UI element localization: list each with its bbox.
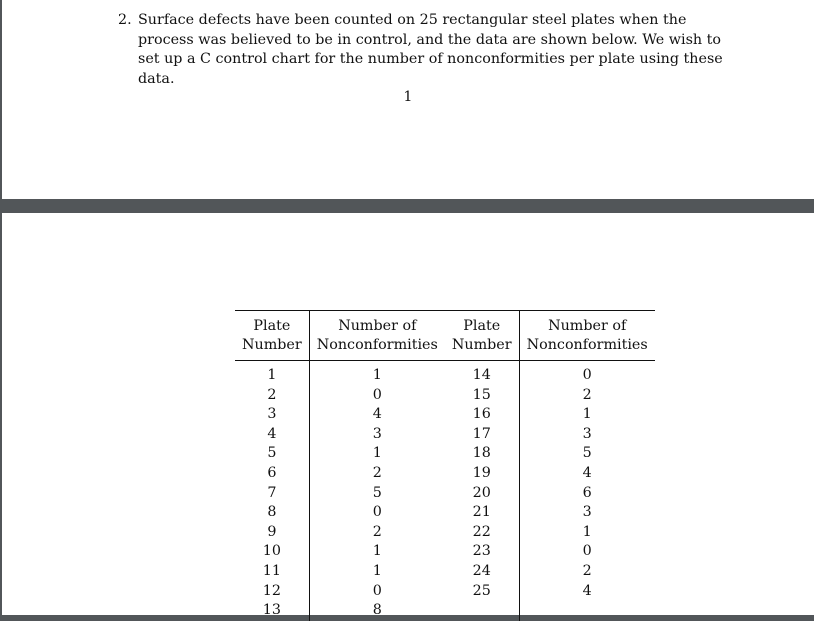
cell-plate-number: 16 xyxy=(445,405,519,425)
cell-plate-number: 21 xyxy=(445,503,519,523)
problem-number: 2. xyxy=(118,12,132,28)
cell-nonconformities: 1 xyxy=(582,406,592,423)
cell-plate-number: 11 xyxy=(235,562,309,582)
cell-plate-number: 22 xyxy=(445,523,519,543)
cell-nonconformities: 4 xyxy=(582,464,592,481)
table-row xyxy=(235,425,655,445)
cell-plate-number: 4 xyxy=(235,425,309,445)
cell-plate-number: 20 xyxy=(445,484,519,504)
cell-nonconformities: 6 xyxy=(582,484,592,501)
table-row xyxy=(235,484,655,504)
cell-nonconformities: 5 xyxy=(582,445,592,462)
table-row xyxy=(235,361,655,386)
defects-table xyxy=(235,310,655,621)
header-plate: Plate xyxy=(445,311,519,337)
cell-plate-number: 18 xyxy=(445,444,519,464)
cell-nonconformities: 3 xyxy=(582,504,592,521)
cell-nonconformities: 0 xyxy=(582,543,592,560)
cell-plate-number: 8 xyxy=(235,503,309,523)
cell-plate-number: 1 xyxy=(235,361,309,386)
cell-nonconformities: 4 xyxy=(372,406,382,423)
cell-plate-number: 9 xyxy=(235,523,309,543)
cell-plate-number: 10 xyxy=(235,542,309,562)
pdf-page-1 xyxy=(2,0,814,199)
table-header-row xyxy=(235,311,655,337)
cell-nonconformities: 2 xyxy=(582,562,592,579)
cell-plate-number: 7 xyxy=(235,484,309,504)
cell-plate-number: 13 xyxy=(235,601,309,621)
cell-plate-number: 14 xyxy=(445,361,519,386)
cell-plate-number: 24 xyxy=(445,562,519,582)
table-row xyxy=(235,386,655,406)
cell-plate-number xyxy=(445,601,519,621)
header-plate: Plate xyxy=(235,311,309,337)
cell-plate-number: 2 xyxy=(235,386,309,406)
table-row xyxy=(235,523,655,543)
cell-plate-number: 12 xyxy=(235,582,309,602)
problem-statement xyxy=(118,11,738,89)
cell-plate-number: 6 xyxy=(235,464,309,484)
header-nonconformities: Nonconformities xyxy=(309,336,445,361)
cell-nonconformities: 3 xyxy=(372,425,382,442)
cell-plate-number: 5 xyxy=(235,444,309,464)
cell-plate-number: 3 xyxy=(235,405,309,425)
cell-nonconformities: 8 xyxy=(372,602,382,619)
table-body xyxy=(235,361,655,621)
cell-nonconformities: 0 xyxy=(372,504,382,521)
header-nonconformities: Nonconformities xyxy=(519,336,655,361)
cell-nonconformities: 0 xyxy=(372,386,382,403)
header-nonconformities: Number of xyxy=(519,311,655,337)
page-number: 1 xyxy=(403,89,413,105)
problem-text: Surface defects have been counted on 25 rectangular steel plates when the process was believed to be in control, and the data are shown below. We wish to set up a C control chart for the number of nonconformities per plate using these data. xyxy=(138,12,723,87)
table-row xyxy=(235,405,655,425)
cell-plate-number: 25 xyxy=(445,582,519,602)
table-row xyxy=(235,444,655,464)
cell-nonconformities: 1 xyxy=(372,543,382,560)
cell-plate-number: 19 xyxy=(445,464,519,484)
cell-nonconformities: 2 xyxy=(372,523,382,540)
table-row xyxy=(235,562,655,582)
header-plate: Number xyxy=(235,336,309,361)
cell-nonconformities: 1 xyxy=(372,562,382,579)
cell-nonconformities: 1 xyxy=(372,445,382,462)
table-header-row xyxy=(235,336,655,361)
cell-nonconformities: 1 xyxy=(582,523,592,540)
cell-nonconformities: 2 xyxy=(582,386,592,403)
cell-nonconformities: 1 xyxy=(372,367,382,383)
cell-plate-number: 17 xyxy=(445,425,519,445)
cell-plate-number: 23 xyxy=(445,542,519,562)
table-row xyxy=(235,464,655,484)
cell-nonconformities: 2 xyxy=(372,464,382,481)
cell-nonconformities: 0 xyxy=(582,367,592,383)
table-row xyxy=(235,601,655,621)
cell-nonconformities: 0 xyxy=(372,582,382,599)
cell-nonconformities: 4 xyxy=(582,582,592,599)
table-row xyxy=(235,582,655,602)
cell-nonconformities: 3 xyxy=(582,425,592,442)
header-plate: Number xyxy=(445,336,519,361)
cell-nonconformities: 5 xyxy=(372,484,382,501)
pdf-page-2 xyxy=(2,213,814,619)
table-row xyxy=(235,503,655,523)
table-row xyxy=(235,542,655,562)
cell-plate-number: 15 xyxy=(445,386,519,406)
header-nonconformities: Number of xyxy=(309,311,445,337)
cell-nonconformities xyxy=(519,601,655,621)
